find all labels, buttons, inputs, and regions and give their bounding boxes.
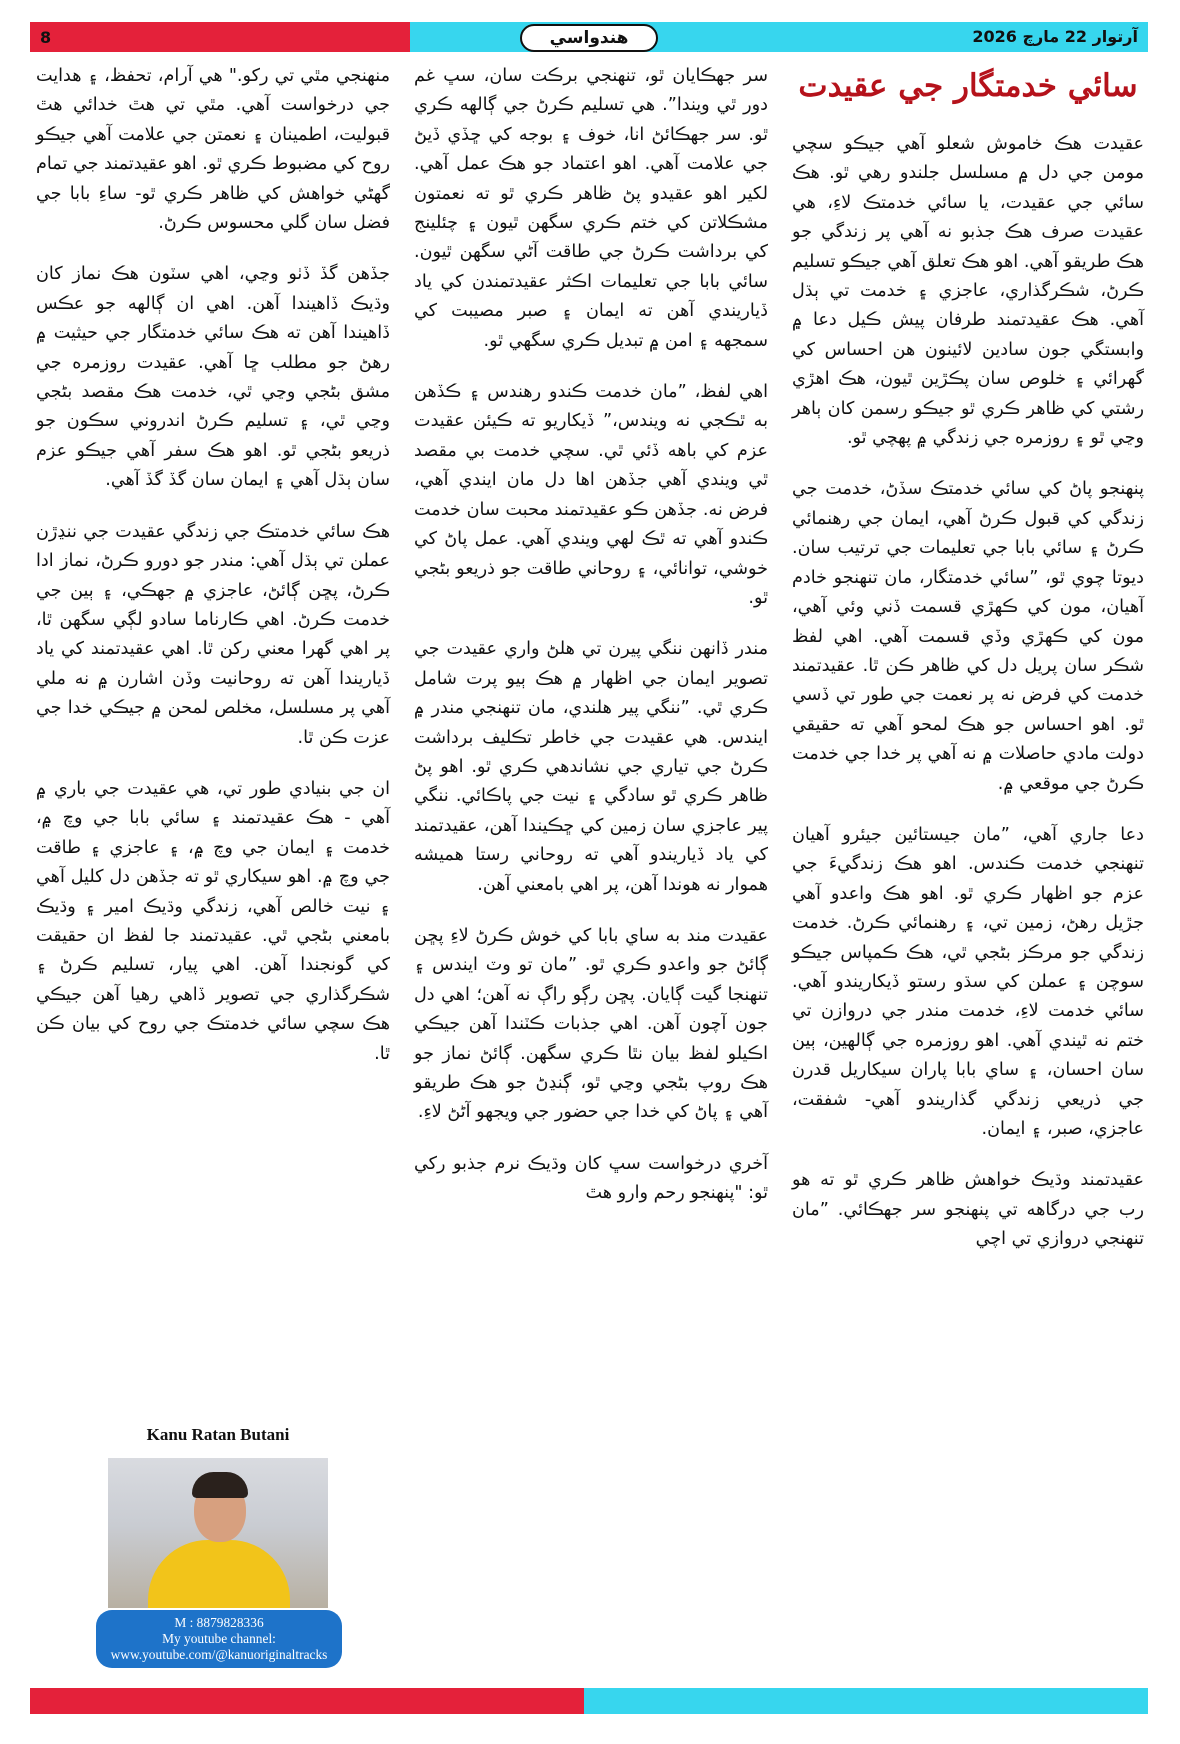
author-name: Kanu Ratan Butani [146, 1425, 290, 1444]
paragraph: منهنجي مٿي تي رکو." هي آرام، تحفظ، ۽ هدايت جي درخواست آهي. مٿي تي هٿ خدائي هٿ قبوليت، اطمينان ۽ نعمتن جي علامت آهي جيڪو روح کي مضبوط ڪري ٿو. اهو عقيدتمند جي تمام گهڻي خواهش کي ظاهر ڪري ٿو- ساءِ بابا جي فضل سان گلي محسوس ڪرڻ. [36, 66, 390, 234]
paragraph: ان جي بنيادي طور تي، هي عقيدت جي باري ۾ آهي - هڪ عقيدتمند ۽ سائي بابا جي وچ ۾، خدمت ۽ ايمان جي وچ ۾، ۽ عاجزي ۽ طاقت جي وچ ۾. اهو سيکاري ٿو ته جڏهن دل کليل آهي ۽ نيت خالص آهي، زندگي وڌيڪ امير ۽ وڌيڪ بامعني بڻجي ٿي. عقيدتمند جا لفظ ان حقيقت کي گونجندا آهن. اهي پيار، تسليم ڪرڻ ۽ شڪرگذاري جي تصوير ڏاهي رهيا آهن جيڪي هڪ سچي سائي خدمتڪ جي روح کي بيان ڪن ٿا. [36, 778, 390, 1064]
author-contact-box [96, 1610, 342, 1668]
paragraph: عقيدتمند وڌيڪ خواهش ظاهر ڪري ٿو ته هو رب جي درگاهه تي پنهنجو سر جهڪائي. ”مان تنهنجي دروازي تي اچي [792, 1170, 1144, 1250]
paragraph: مندر ڏانهن ننگي پيرن تي هلڻ واري عقيدت جي تصوير ايمان جي اظهار ۾ هڪ ٻيو پرت شامل ڪري ٿي. ”ننگي پير هلندي، مان تنهنجي مندر ۾ ايندس. هي عقيدت جي خاطر تڪليف برداشت ڪرڻ جي تياري جي نشاندهي ڪري ٿو. اهو پڻ ظاهر ڪري ٿو سادگي ۽ نيت جي پاڪائي. ننگي پير عاجزي سان زمين کي ڇڪيندا آهن، عقيدتمند کي ياد ڏياريندو آهي ته روحاني رستا هميشه هموار نه هوندا آهن، پر اهي بامعني آهن. [414, 639, 768, 895]
paragraph: هڪ سائي خدمتڪ جي زندگي عقيدت جي ننڍڙن عملن تي ٻڌل آهي: مندر جو دورو ڪرڻ، نماز ادا ڪرڻ، پڇن ڳائڻ، عاجزي ۾ جهڪي، ۽ ٻين جي خدمت ڪرڻ. اهي ڪارناما سادو لڳي سگهن ٿا، پر اهي گهرا معني رکن ٿا. اهي عقيدتمند کي ياد ڏياريندا آهن ته روحانيت وڏن اشارن ۾ نه ملي آهي پر مسلسل، مخلص لمحن ۾ جيڪي خدا جي عزت ڪن ٿا. [36, 521, 390, 748]
author-photo [108, 1458, 328, 1608]
issue-date: آرتوار 22 مارچ 2026 [972, 27, 1138, 46]
author-phone: M : 8879828336 [174, 1615, 264, 1630]
footer-bar-cyan [584, 1688, 1148, 1714]
header-bar-red [30, 22, 410, 52]
paragraph: عقيدت مند به ساي بابا کي خوش ڪرڻ لاءِ پڇن ڳائڻ جو واعدو ڪري ٿو. ”مان تو وٽ ايندس ۽ تنهنجا گيت ڳايان. پڇن رڳو راڳ نه آهن؛ اهي دل جون آچون آهن. اهي جذبات ڪٽندا آهن جيڪي اڪيلو لفظ بيان نٿا ڪري سگهن. ڳائڻ نماز جو هڪ روپ بڻجي وڃي ٿو، ڳنڍڻ جو هڪ طريقو آهي ۽ پاڻ کي خدا جي حضور جي ويجهو آڻڻ لاءِ. [414, 925, 768, 1123]
article-column-3 [36, 62, 390, 1091]
youtube-channel-link[interactable]: www.youtube.com/@kanuoriginaltracks [110, 1647, 328, 1662]
article-column-1 [792, 64, 1144, 1277]
author-photo-hoodie [148, 1540, 290, 1608]
paragraph: عقيدت هڪ خاموش شعلو آهي جيڪو سچي مومن جي دل ۾ مسلسل جلندو رهي ٿو. هڪ سائي جي عقيدت، يا سائي خدمتڪ لاءِ، هي عقيدت صرف هڪ جذبو نه آهي پر زندگي جو هڪ طريقو آهي. اهو هڪ تعلق آهي جيڪو تسليم ڪرڻ، شڪرگذاري، عاجزي ۽ خدمت تي ٻڌل آهي. هڪ عقيدتمند طرفان پيش ڪيل دعا ۾ وابستگي جون سادين لائينون هن احساس کي گهرائي ۽ خلوص سان پڪڙين ٿيون، هڪ اهڙي رشتي کي ظاهر ڪري ٿو جيڪو رسمن کان ٻاهر وڃي ٿو ۽ روزمره جي زندگي ۾ پهچي ٿو. [792, 134, 1144, 449]
article-title: سائي خدمتگار جي عقيدت [798, 68, 1138, 104]
footer-bar-red [30, 1688, 584, 1714]
youtube-channel-label: My youtube channel: [162, 1631, 276, 1646]
paragraph: آخري درخواست سڀ کان وڌيڪ نرم جذبو رکي ٿو: "پنهنجو رحم وارو هٿ [414, 1153, 768, 1204]
author-photo-hair [192, 1472, 248, 1498]
newspaper-logo: هندواسي [520, 24, 658, 52]
paragraph: دعا جاري آهي، ”مان جيستائين جيئرو آهيان تنهنجي خدمت ڪندس. اهو هڪ زندگيءَ جي عزم جو اظهار ڪري ٿو. اهو هڪ واعدو آهي جڙيل رهڻ، زمين تي، ۽ رهنمائي ڪرڻ. خدمت زندگي جو مرڪز بڻجي ٿي، هڪ ڪمپاس جيڪو سوچن ۽ عملن کي سڌو رستو ڏيکاريندو آهي. سائي خدمت لاءِ، خدمت مندر جي دروازن تي ختم نه ٿيندي آهي. اهو روزمره جي ڳالهين، ٻين سان احسان، ۽ ساي بابا پاران سيکاريل قدرن جي ذريعي زندگي گذاريندو آهي- شفقت، عاجزي، صبر، ۽ ايمان. [792, 824, 1144, 1139]
page-number: 8 [40, 28, 52, 47]
paragraph: پنهنجو پاڻ کي سائي خدمتڪ سڏڻ، خدمت جي زندگي کي قبول ڪرڻ آهي، ايمان جي رهنمائي ڪرڻ ۽ سائي بابا جي تعليمات جي ترتيب سان. ديوتا چوي ٿو، ”سائي خدمتگار، مان تنهنجو خادم آهيان، مون کي ڪهڙي قسمت ڏني وئي آهي، مون کي ڪهڙي وڏي قسمت آهي. اهي لفظ شڪر سان پريل دل کي ظاهر ڪن ٿا. عقيدتمند خدمت کي فرض نه پر نعمت جي طور تي ڏسي ٿو. اهو احساس جو هڪ لمحو آهي ته حقيقي دولت مادي حاصلات ۾ نه آهي پر خدا جي خدمت ڪرڻ جي موقعي ۾. [792, 479, 1144, 794]
paragraph: اهي لفظ، ”مان خدمت ڪندو رهندس ۽ ڪڏهن به ٿڪجي نه ويندس،” ڏيکاريو ته ڪيئن عقيدت عزم کي باهه ڏئي ٿي. سچي خدمت بي مقصد ٿي ويندي آهي جڏهن اها دل مان ايندي آهي، فرض نه. جڏهن ڪو عقيدتمند محبت سان خدمت ڪندو آهي ته ٿڪ لهي ويندي آهي. عمل پاڻ کي خوشي، توانائي، ۽ روحاني طاقت جو ذريعو بڻجي ٿو. [414, 382, 768, 608]
paragraph: سر جهڪايان ٿو، تنهنجي برڪت سان، سڀ غم دور ٿي ويندا”. هي تسليم ڪرڻ جي ڳالهه ڪري ٿو. سر جهڪائڻ انا، خوف ۽ بوجه کي ڇڏي ڏيڻ جي علامت آهي. اهو اعتماد جو هڪ عمل آهي. لکير اهو عقيدو پڻ ظاهر ڪري ٿو ته نعمتون مشڪلاتن کي ختم ڪري سگهن ٿيون ۽ چئلينج کي برداشت ڪرڻ جي طاقت آڻي سگهن ٿيون. سائي بابا جي تعليمات اڪثر عقيدتمندن کي ياد ڏياريندي آهن ته ايمان ۽ صبر مصيبت کي سمجهه ۽ امن ۾ تبديل ڪري سگهي ٿو. [414, 66, 768, 351]
article-column-2 [414, 62, 768, 1231]
footer-color-bar [30, 1688, 1148, 1714]
paragraph: جڏهن گڏ ڏٺو وڃي، اهي سٽون هڪ نماز کان وڌيڪ ڏاهيندا آهن. اهي ان ڳالهه جو عڪس ڏاهيندا آهن ته هڪ سائي خدمتگار جي حيثيت ۾ رهڻ جو مطلب ڇا آهي. عقيدت روزمره جي مشق بڻجي وڃي ٿي، خدمت هڪ مقصد بڻجي وڃي ٿي، ۽ تسليم ڪرڻ اندروني سڪون جو ذريعو بڻجي ٿو. اهو هڪ سفر آهي جيڪو عزم سان ٻڌل آهي ۽ ايمان سان گڏ گڏ آهي. [36, 264, 390, 491]
